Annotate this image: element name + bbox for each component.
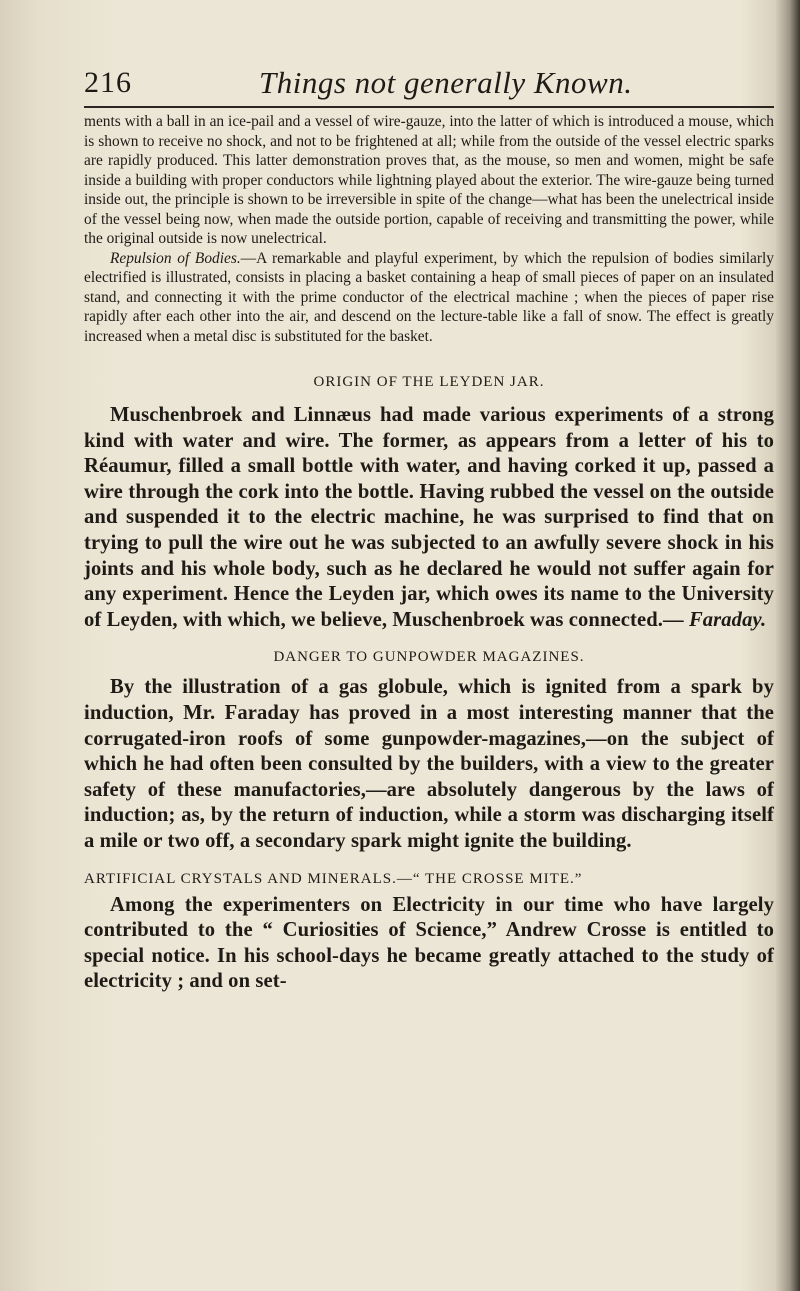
repulsion-text: —A remarkable and playful experiment, by which the repulsion of bodies similarly electrified is illustrated, consists in placing a basket containing a heap of small pieces of paper on an insulated stand, and connecting it with the prime conductor of the electrical machine ; when the pieces of paper rise rapidly after each other into the air, and descend on the lecture-table like a fall of snow. The effect is greatly increased when a metal disc is substituted for the basket. [84, 249, 774, 345]
heading-leyden-jar: ORIGIN OF THE LEYDEN JAR. [313, 374, 545, 390]
paragraph-crosse: Among the experimenters on Electricity in our time who have largely contributed to the “ Curiosities of Science,” Andrew Crosse is entitled to special notice. In his school-days he became greatly attached to the study of electricity ; and on set- [84, 893, 774, 993]
page-header [84, 66, 764, 108]
paragraph-repulsion [84, 249, 774, 347]
header-rule [84, 106, 774, 108]
text-column [84, 112, 774, 995]
heading-gunpowder: DANGER TO GUNPOWDER MAGAZINES. [273, 649, 585, 666]
paragraph-leyden-jar [84, 403, 774, 633]
page-number: 216 [84, 66, 132, 99]
heading-artificial-crystals: ARTIFICIAL CRYSTALS AND MINERALS.—“ THE CROSSE MITE.” [84, 870, 583, 887]
paragraph-ice-pail: ments with a ball in an ice-pail and a vessel of wire-gauze, into the latter of which is introduced a mouse, which is shown to receive no shock, and not to be frightened at all; while from the outside of the vessel electric sparks are rapidly produced. This latter demonstration proves that, as the mouse, so men and women, might be safe inside a building with proper conductors while lightning played about the exterior. The wire-gauze being turned inside out, the principle is shown to be irreversible in spite of the change—what has been the unelectrical inside of the vessel being now, when made the outside portion, capable of receiving and transmitting the power, while the original outside is now unelectrical. [84, 113, 774, 247]
paragraph-gunpowder: By the illustration of a gas globule, which is ignited from a spark by induction, Mr. Faraday has proved in a most interesting manner that the corrugated-iron roofs of some gunpowder-magazines,—on the subject of which he had often been consulted by the builders, with a view to the greater safety of these manufactories,—are absolutely dangerous by the laws of induction; as, by the return of induction, while a storm was discharging itself a mile or two off, a secondary spark might ignite the building. [84, 676, 774, 852]
leyden-author: Faraday. [688, 608, 767, 631]
running-title: Things not generally Known. [259, 65, 633, 100]
leyden-text: Muschenbroek and Linnæus had made various experiments of a strong kind with water and wire. The former, as appears from a letter of his to Réaumur, filled a small bottle with water, and having corked it up, passed a wire through the cork into the bottle. Having rubbed the vessel on the outside and suspended it to the electric machine, he was surprised to find that on trying to pull the wire out he was subjected to an awfully severe shock in his joints and his whole body, such as he declared he would not suffer again for any experiment. Hence the Leyden jar, which owes its name to the University of Leyden, with which, we believe, Muschenbroek was connected.— [84, 404, 774, 631]
repulsion-title: Repulsion of Bodies. [110, 249, 241, 267]
